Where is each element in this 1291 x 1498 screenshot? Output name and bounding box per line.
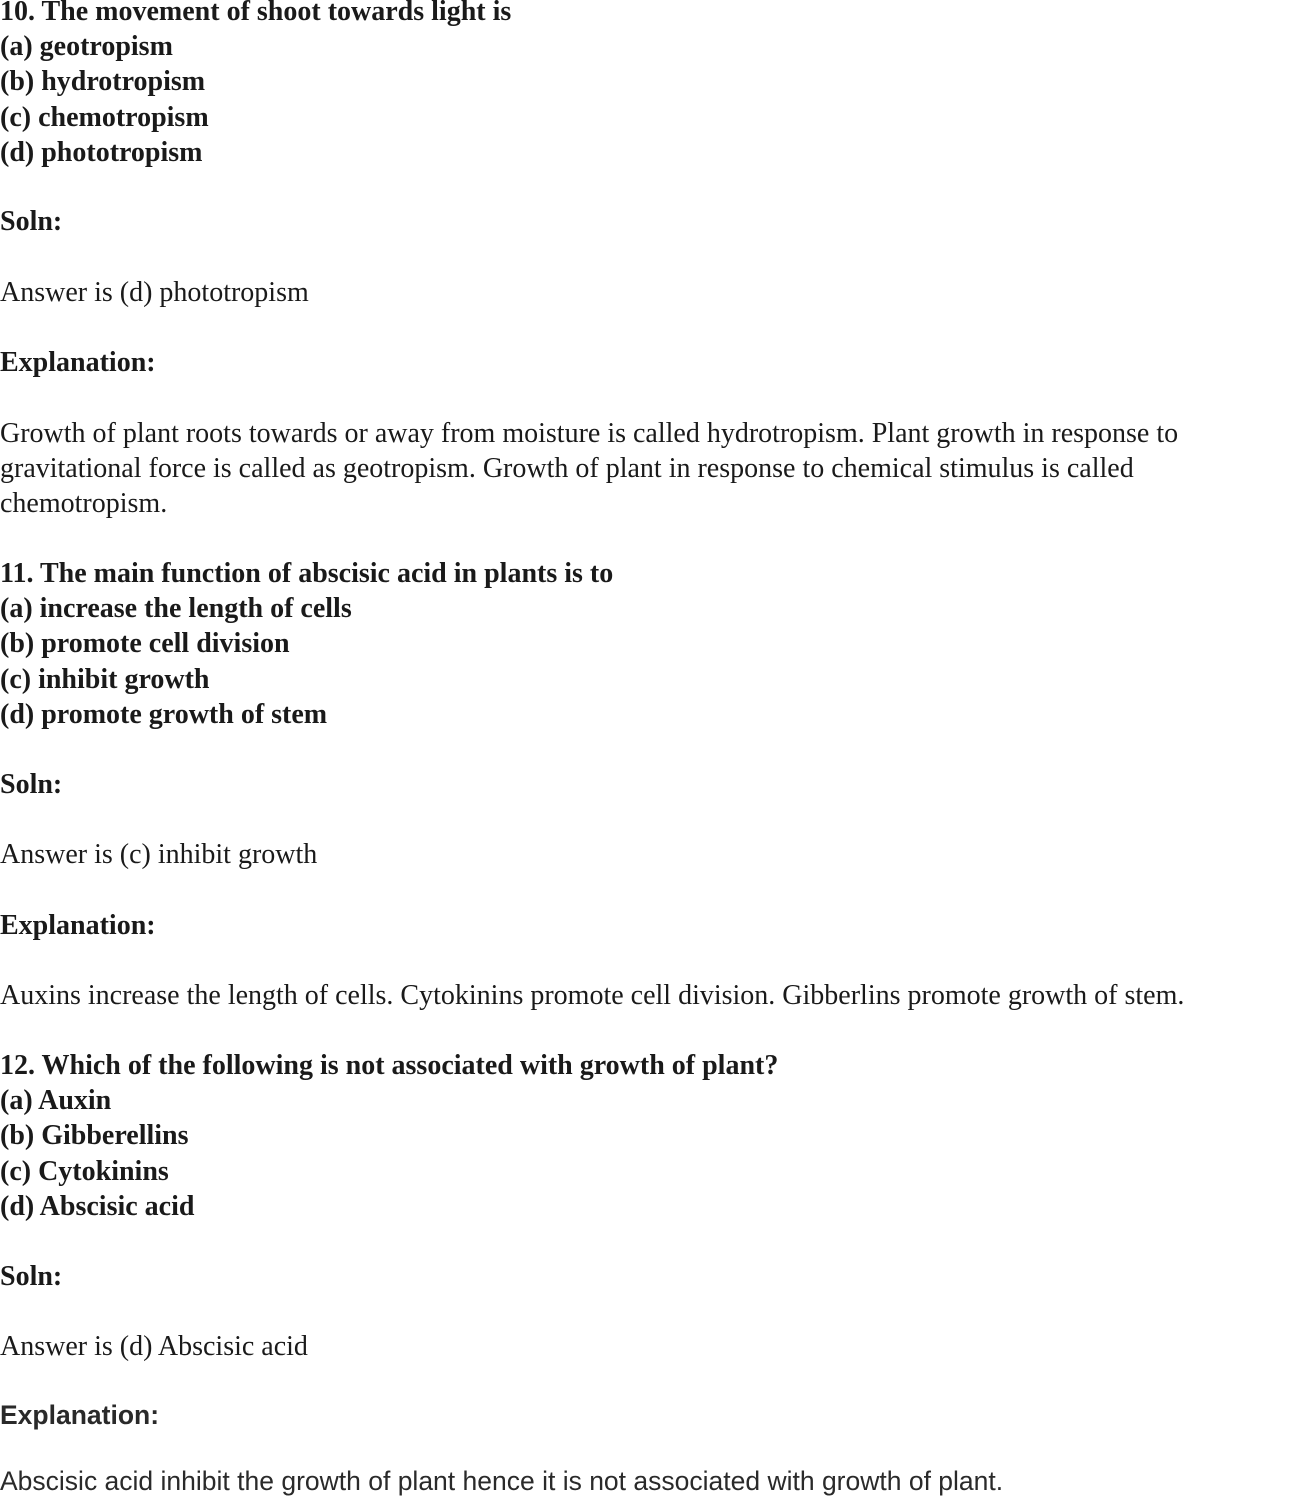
question-10-explanation-line-2: gravitational force is called as geotropism. Growth of plant in response to chemical stimulus is called <box>0 453 1134 484</box>
question-12-soln-label: Soln: <box>0 1261 63 1292</box>
question-10-title: 10. The movement of shoot towards light is <box>0 0 512 27</box>
question-11-soln-label: Soln: <box>0 769 63 800</box>
question-11-option-a: (a) increase the length of cells <box>0 593 352 624</box>
question-12-title: 12. Which of the following is not associated with growth of plant? <box>0 1050 779 1081</box>
question-10-option-c: (c) chemotropism <box>0 102 209 133</box>
question-10-option-d: (d) phototropism <box>0 137 203 168</box>
question-10-explanation-label: Explanation: <box>0 347 156 378</box>
question-12-option-b: (b) Gibberellins <box>0 1120 189 1151</box>
question-10-option-b: (b) hydrotropism <box>0 66 206 97</box>
question-11-answer: Answer is (c) inhibit growth <box>0 839 318 870</box>
question-12-option-d: (d) Abscisic acid <box>0 1191 195 1222</box>
question-11-option-b: (b) promote cell division <box>0 628 290 659</box>
question-12-option-a: (a) Auxin <box>0 1085 112 1116</box>
question-12-option-c: (c) Cytokinins <box>0 1156 169 1187</box>
question-11-option-d: (d) promote growth of stem <box>0 699 328 730</box>
question-12-answer: Answer is (d) Abscisic acid <box>0 1331 308 1362</box>
question-11-option-c: (c) inhibit growth <box>0 664 210 695</box>
question-10-soln-label: Soln: <box>0 206 63 237</box>
question-10-explanation-line-3: chemotropism. <box>0 488 168 519</box>
question-11-explanation-line-1: Auxins increase the length of cells. Cytokinins promote cell division. Gibberlins promote growth of stem. <box>0 980 1185 1011</box>
question-10-answer: Answer is (d) phototropism <box>0 277 309 308</box>
question-12-explanation-line-1: Abscisic acid inhibit the growth of plant hence it is not associated with growth of plant. <box>0 1466 1004 1496</box>
question-12-explanation-label: Explanation: <box>0 1400 160 1430</box>
question-10-explanation-line-1: Growth of plant roots towards or away from moisture is called hydrotropism. Plant growth in response to <box>0 418 1179 449</box>
question-10-option-a: (a) geotropism <box>0 31 173 62</box>
question-11-explanation-label: Explanation: <box>0 910 156 941</box>
question-11-title: 11. The main function of abscisic acid in plants is to <box>0 558 614 589</box>
